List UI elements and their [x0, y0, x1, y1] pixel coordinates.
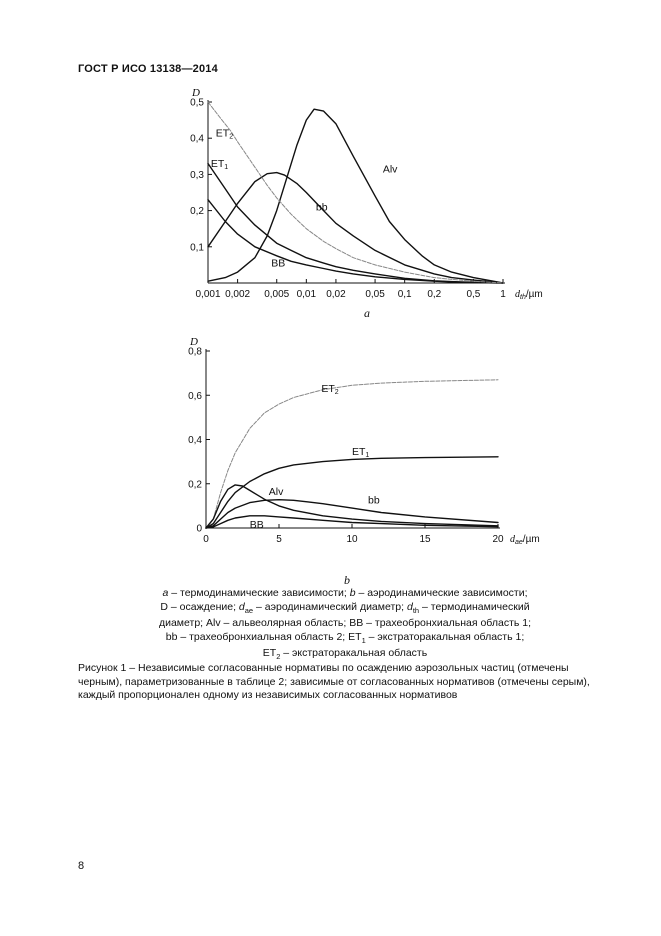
curve-label: BB — [271, 257, 286, 270]
legend-text: – термодинамический — [419, 600, 530, 613]
legend-text: ET — [262, 647, 277, 660]
x-tick-label: 0,01 — [296, 289, 317, 300]
curve-label: ET1 — [210, 158, 229, 172]
curve-label: Alv — [268, 485, 284, 498]
y-tick-label: 0,4 — [190, 133, 204, 145]
y-tick-label: 0,3 — [190, 169, 204, 181]
x-tick-label: 0,001 — [195, 289, 221, 300]
x-tick-label: 0,002 — [225, 289, 251, 300]
legend-text: – аэродинамический диаметр; — [253, 600, 407, 613]
legend-text: – аэродинамические зависимости; — [355, 587, 528, 599]
legend-line — [80, 601, 610, 618]
y-axis-label: D — [192, 87, 200, 99]
figure-caption: Рисунок 1 – Независимые согласованные нормативы по осаждению аэрозольных частиц (отмечены черным), параметризованные в таблице 2; зависимые от согласованных нормативов (отмечены серым), каждый пропорционален одному из независимых согласованных нормативов — [78, 662, 590, 701]
curve-label: bb — [368, 494, 380, 507]
y-tick-label: 0,1 — [190, 242, 204, 254]
y-tick-label: 0,2 — [188, 479, 202, 491]
legend-text: D – осаждение; — [160, 600, 239, 613]
legend-line — [80, 617, 610, 631]
legend-text: 1 — [361, 635, 366, 645]
y-tick-label: 0,5 — [190, 97, 204, 109]
x-axis-label: $d_{ae}/\mu m$ — [510, 534, 540, 546]
y-tick-label: 0,2 — [190, 206, 204, 218]
legend-text: 2 — [276, 652, 281, 662]
y-tick-label: 0 — [196, 523, 202, 535]
x-tick-label: 0,005 — [264, 289, 290, 300]
x-tick-label: 0,02 — [326, 289, 346, 300]
legend-text: – экстраторакальная область 1; — [365, 630, 525, 643]
legend-text: диаметр; Alv – альвеолярная область; BB – трахеобронхиальная область 1; — [158, 617, 532, 630]
y-tick-label: 0,8 — [188, 346, 202, 358]
x-tick-label: 0,5 — [466, 289, 481, 300]
document-header: ГОСТ Р ИСО 13138—2014 — [78, 63, 218, 75]
x-axis-label: $d_{th}/\mu m$ — [515, 289, 543, 301]
panel-label-b: b — [344, 573, 350, 587]
legend-line — [80, 631, 610, 648]
legend-text: – экстраторакальная область — [280, 647, 428, 660]
series-line-alv — [208, 109, 503, 283]
y-axis-label: D — [190, 336, 198, 348]
legend-text: d — [406, 600, 413, 613]
curve-label: ET2 — [215, 127, 234, 141]
legend-text: d — [238, 600, 245, 613]
figure-legend — [80, 587, 610, 664]
x-tick-label: 0,05 — [365, 289, 385, 300]
legend-line — [80, 587, 610, 601]
series-line-bb — [208, 173, 503, 283]
curve-label: Alv — [382, 163, 398, 176]
x-tick-label: 10 — [346, 534, 358, 545]
panel-label-a: a — [364, 306, 370, 320]
x-tick-label: 0,2 — [427, 289, 442, 300]
legend-text: b — [349, 587, 356, 599]
x-tick-label: 0,1 — [397, 289, 412, 300]
legend-text: a — [162, 587, 169, 599]
x-tick-label: 0 — [203, 534, 209, 545]
legend-text: bb – трахеобронхиальная область 2; ET — [165, 630, 362, 643]
x-tick-label: 1 — [500, 289, 506, 300]
curve-label: ET2 — [321, 382, 339, 396]
x-tick-label: 15 — [419, 534, 431, 545]
legend-text: th — [412, 605, 420, 615]
x-tick-label: 20 — [492, 534, 504, 545]
legend-text: ae — [244, 605, 254, 615]
legend-text: – термодинамические зависимости; — [168, 587, 350, 599]
curve-label: BB — [249, 519, 264, 531]
series-line-et1 — [206, 457, 498, 528]
y-tick-label: 0,4 — [188, 435, 202, 446]
y-tick-label: 0,6 — [188, 390, 202, 402]
curve-label: bb — [315, 201, 328, 214]
page-number: 8 — [78, 860, 85, 872]
x-tick-label: 5 — [276, 534, 282, 545]
series-line-et2 — [208, 102, 503, 283]
series-line-et1 — [208, 164, 503, 284]
curve-label: ET1 — [352, 445, 370, 459]
